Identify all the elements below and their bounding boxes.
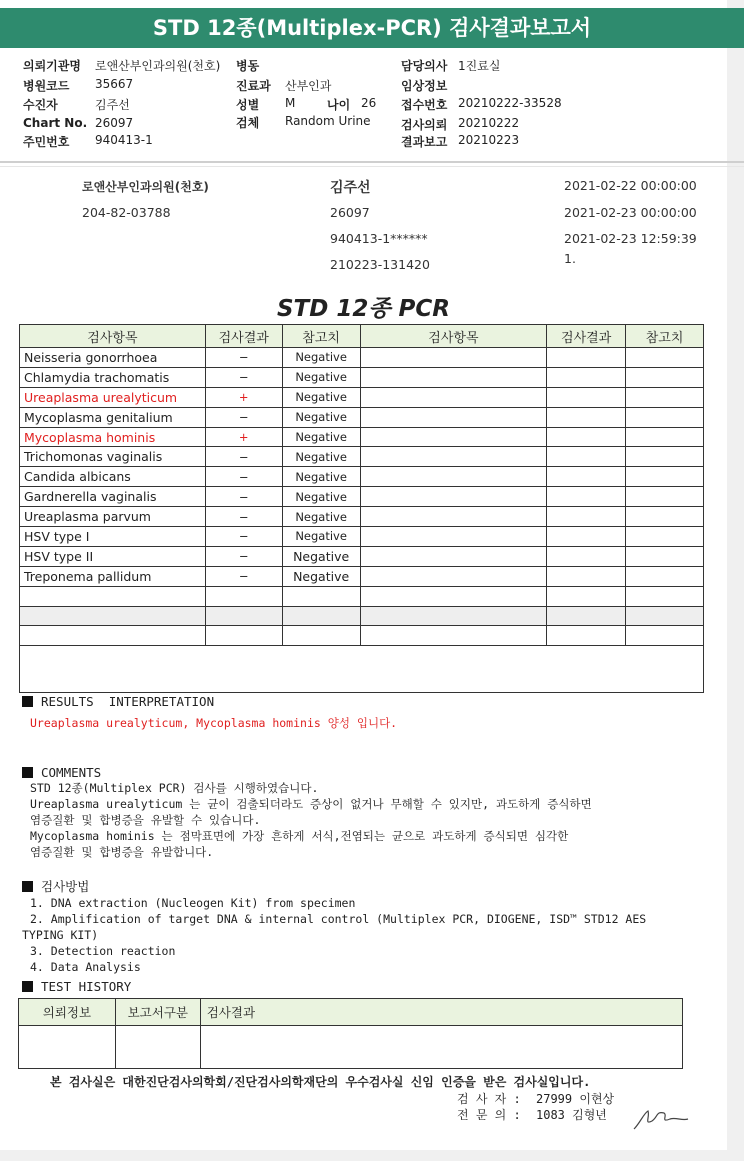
empty-cell: [360, 586, 547, 606]
comment-line: STD 12종(Multiplex PCR) 검사를 시행하였습니다.: [30, 781, 319, 795]
test-reference: Negative: [282, 348, 360, 368]
table-row: [20, 626, 704, 646]
test-name: HSV type II: [20, 546, 206, 566]
empty-cell: [20, 646, 704, 693]
header-label: 결과보고: [401, 135, 448, 149]
test-reference: Negative: [282, 427, 360, 447]
info-date-3-suffix: 1.: [564, 251, 576, 266]
test-reference: Negative: [282, 367, 360, 387]
divider: [0, 166, 744, 167]
empty-cell: [282, 586, 360, 606]
report-subtitle: STD 12종 PCR: [276, 296, 451, 322]
info-date-1: 2021-02-22 00:00:00: [564, 178, 697, 193]
header-label: 수진자: [23, 98, 58, 112]
test-result: −: [205, 507, 282, 527]
test-reference: Negative: [282, 527, 360, 547]
header-info: [0, 50, 744, 160]
test-result: +: [205, 387, 282, 407]
method-body: [22, 895, 647, 975]
comment-line: Ureaplasma urealyticum 는 균이 검출되더라도 증상이 없거나 무해할 수 있지만, 과도하게 증식하면: [30, 797, 592, 811]
method-line: TYPING KIT): [22, 928, 99, 942]
comments-heading: [22, 765, 592, 780]
col-header: 참고치: [282, 325, 360, 348]
history-section: [22, 979, 131, 994]
empty-cell: [626, 586, 704, 606]
test-name: Mycoplasma hominis: [20, 427, 206, 447]
method-section: [22, 877, 646, 975]
col-header: 검사결과: [200, 999, 682, 1026]
empty-cell: [547, 586, 626, 606]
info-reg-no: 210223-131420: [330, 257, 430, 272]
col-header: 참고치: [626, 325, 704, 348]
test-result: −: [205, 447, 282, 467]
divider: [0, 161, 744, 163]
table-row: [20, 427, 704, 447]
test-result: −: [205, 467, 282, 487]
table-header-row: [20, 325, 704, 348]
test-name: Treponema pallidum: [20, 566, 206, 586]
comments-heading-text: COMMENTS: [41, 765, 102, 780]
history-header-row: [19, 999, 683, 1026]
table-row: [20, 467, 704, 487]
history-cell: [19, 1026, 116, 1069]
empty-cell: [360, 606, 547, 626]
header-value: 산부인과: [285, 79, 332, 93]
table-row: [20, 546, 704, 566]
method-heading: [22, 877, 646, 895]
square-bullet-icon: [22, 696, 33, 707]
age-label: 나이: [327, 98, 351, 112]
certification-text: 본 검사실은 대한진단검사의학회/진단검사의학재단의 우수검사실 신임 인증을 받은 검사실입니다.: [50, 1075, 591, 1089]
test-result: −: [205, 487, 282, 507]
history-cell: [115, 1026, 200, 1069]
results-text: Ureaplasma urealyticum, Mycoplasma hominis 양성 입니다.: [30, 716, 398, 730]
history-row: [19, 1026, 683, 1069]
col-header: 검사항목: [20, 325, 206, 348]
signature-image: [630, 1103, 694, 1133]
info-patient: 김주선: [330, 180, 371, 196]
table-row: [20, 407, 704, 427]
header-value: 20210222-33528: [458, 96, 562, 110]
results-heading: [22, 694, 397, 709]
comment-line: 염증질환 및 합병증을 유발합니다.: [30, 845, 214, 859]
header-value: 26097: [95, 116, 134, 130]
method-line: 1. DNA extraction (Nucleogen Kit) from specimen: [30, 896, 356, 910]
header-label: 검사의뢰: [401, 118, 448, 132]
method-line: 4. Data Analysis: [30, 960, 141, 974]
comment-line: 염증질환 및 합병증을 유발할 수 있습니다.: [30, 813, 261, 827]
table-row: [20, 646, 704, 693]
test-reference: Negative: [282, 507, 360, 527]
header-row: [23, 57, 81, 74]
table-row: [20, 367, 704, 387]
test-result: −: [205, 348, 282, 368]
info-date-3: 2021-02-23 12:59:39: [564, 231, 697, 246]
test-reference: Negative: [282, 447, 360, 467]
empty-cell: [360, 626, 547, 646]
info-hospital: 로앤산부인과의원(천호): [82, 180, 209, 194]
col-header: 보고서구분: [115, 999, 200, 1026]
tester-value: 27999 이현상: [536, 1092, 615, 1106]
history-heading-text: TEST HISTORY: [41, 979, 132, 994]
method-line: 2. Amplification of target DNA & internal control (Multiplex PCR, DIOGENE, ISD™ STD12 AES: [30, 912, 647, 926]
col-header: 검사결과: [205, 325, 282, 348]
empty-cell: [20, 626, 206, 646]
empty-cell: [205, 606, 282, 626]
method-heading-text: 검사방법: [41, 879, 90, 894]
results-section: [22, 694, 397, 731]
doctor-value: 1083 김형년: [536, 1108, 607, 1122]
table-row: [20, 527, 704, 547]
empty-cell: [626, 626, 704, 646]
square-bullet-icon: [22, 767, 33, 778]
info-biz-no: 204-82-03788: [82, 205, 171, 220]
square-bullet-icon: [22, 981, 33, 992]
col-header: 검사결과: [547, 325, 626, 348]
report-title-bar: STD 12종(Multiplex-PCR) 검사결과보고서: [0, 8, 744, 48]
test-reference: Negative: [282, 487, 360, 507]
header-value: 940413-1: [95, 133, 153, 147]
table-row: [20, 507, 704, 527]
header-value: M: [285, 96, 296, 110]
empty-cell: [20, 586, 206, 606]
test-reference: Negative: [282, 387, 360, 407]
history-cell: [200, 1026, 682, 1069]
empty-cell: [205, 586, 282, 606]
empty-cell: [626, 606, 704, 626]
history-heading: [22, 979, 131, 994]
header-label: 접수번호: [401, 98, 448, 112]
header-label: 병원코드: [23, 79, 70, 93]
header-value: 김주선: [95, 98, 130, 112]
table-row: [20, 487, 704, 507]
test-name: Ureaplasma urealyticum: [20, 387, 206, 407]
test-result: +: [205, 427, 282, 447]
test-result: −: [205, 407, 282, 427]
table-row: [20, 348, 704, 368]
test-result: −: [205, 546, 282, 566]
test-name: Mycoplasma genitalium: [20, 407, 206, 427]
test-name: Chlamydia trachomatis: [20, 367, 206, 387]
comments-section: [22, 765, 592, 860]
col-header: 의뢰정보: [19, 999, 116, 1026]
col-header: 검사항목: [360, 325, 547, 348]
test-reference: Negative: [282, 546, 360, 566]
empty-cell: [547, 606, 626, 626]
header-label: Chart No.: [23, 116, 88, 130]
empty-cell: [282, 626, 360, 646]
square-bullet-icon: [22, 881, 33, 892]
header-label: 임상정보: [401, 79, 448, 93]
header-label: 병동: [236, 59, 260, 73]
history-table: [18, 998, 683, 1069]
test-name: Candida albicans: [20, 467, 206, 487]
test-result: −: [205, 527, 282, 547]
empty-cell: [205, 626, 282, 646]
header-label: 진료과: [236, 79, 271, 93]
empty-cell: [547, 626, 626, 646]
header-value: 1진료실: [458, 59, 501, 73]
method-line: 3. Detection reaction: [30, 944, 176, 958]
table-row: [20, 447, 704, 467]
test-result: −: [205, 566, 282, 586]
test-name: Trichomonas vaginalis: [20, 447, 206, 467]
results-table: [19, 324, 704, 693]
comments-body: [30, 780, 592, 860]
age-value: 26: [361, 96, 377, 110]
header-label: 성별: [236, 98, 260, 112]
header-label: 주민번호: [23, 135, 70, 149]
test-name: Gardnerella vaginalis: [20, 487, 206, 507]
header-label: 의뢰기관명: [23, 59, 81, 73]
doctor-label: 전 문 의 :: [457, 1108, 521, 1122]
test-result: −: [205, 367, 282, 387]
header-label: 검체: [236, 116, 260, 130]
table-row: [20, 387, 704, 407]
header-value: 20210223: [458, 133, 520, 147]
table-row: [20, 606, 704, 626]
header-value: 20210222: [458, 116, 520, 130]
test-reference: Negative: [282, 566, 360, 586]
empty-cell: [20, 606, 206, 626]
info-chart: 26097: [330, 205, 370, 220]
table-row: [20, 566, 704, 586]
test-name: Ureaplasma parvum: [20, 507, 206, 527]
table-row: [20, 586, 704, 606]
results-heading-text: RESULTS INTERPRETATION: [41, 694, 215, 709]
header-label: 담당의사: [401, 59, 448, 73]
test-name: HSV type I: [20, 527, 206, 547]
test-reference: Negative: [282, 467, 360, 487]
info-rrn: 940413-1******: [330, 231, 428, 246]
test-name: Neisseria gonorrhoea: [20, 348, 206, 368]
header-value: Random Urine: [285, 114, 371, 128]
header-value: 로앤산부인과의원(천호): [95, 59, 221, 73]
info-date-2: 2021-02-23 00:00:00: [564, 205, 697, 220]
comment-line: Mycoplasma hominis 는 점막표면에 가장 흔하게 서식,전염되는 균으로 과도하게 증식되면 심각한: [30, 829, 569, 843]
header-value: 35667: [95, 77, 134, 91]
empty-cell: [282, 606, 360, 626]
tester-label: 검 사 자 :: [457, 1092, 521, 1106]
test-reference: Negative: [282, 407, 360, 427]
